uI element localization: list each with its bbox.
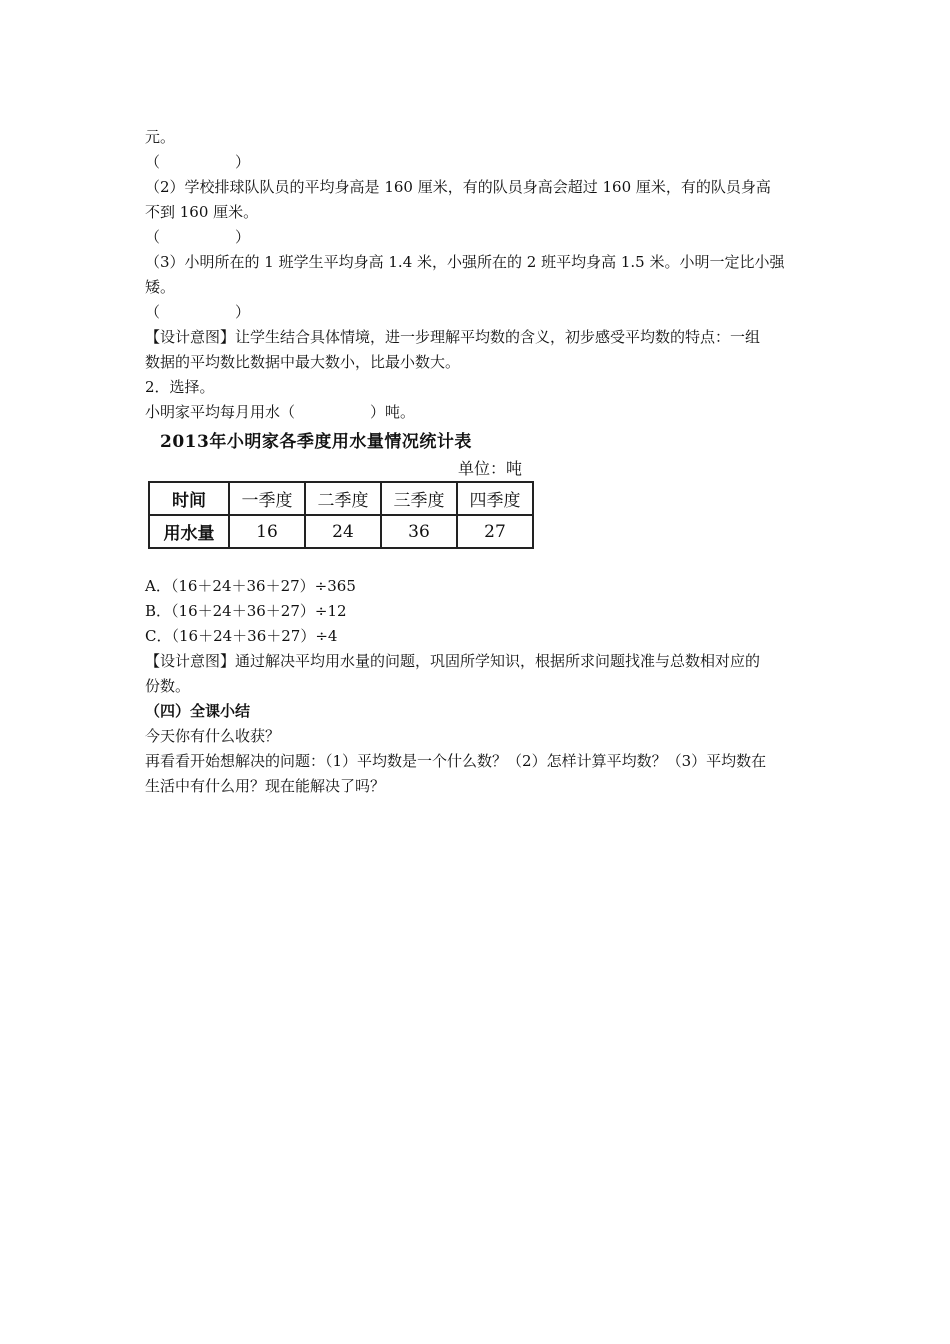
section-heading: （四）全课小结: [145, 702, 251, 720]
table-cell: 16: [229, 515, 305, 548]
table-cell: 27: [457, 515, 533, 548]
table-cell: 24: [305, 515, 381, 548]
table-title: 2013年小明家各季度用水量情况统计表: [160, 432, 472, 452]
text-line: 矮。: [145, 278, 176, 296]
table-header-cell: 时间: [149, 482, 229, 515]
question-text: 小明家平均每月用水（ ）吨。: [145, 403, 416, 421]
table-unit: 单位：吨: [458, 459, 523, 478]
text-line: （3）小明所在的 1 班学生平均身高 1.4 米，小强所在的 2 班平均身高 1.5 米。小明一定比小强: [145, 253, 785, 271]
text-line: 数据的平均数比数据中最大数小，比最小数大。: [145, 353, 461, 371]
option-c: C．（16＋24＋36＋27）÷4: [145, 627, 338, 645]
text-line: 份数。: [145, 677, 191, 695]
table-header-cell: 三季度: [381, 482, 457, 515]
text-line: 元。: [145, 128, 176, 146]
option-b: B．（16＋24＋36＋27）÷12: [145, 602, 347, 620]
text-line: 今天你有什么收获？: [145, 727, 281, 745]
table-cell: 用水量: [149, 515, 229, 548]
text-line: 【设计意图】通过解决平均用水量的问题，巩固所学知识，根据所求问题找准与总数相对应的: [145, 652, 761, 670]
text-line: 生活中有什么用？现在能解决了吗？: [145, 777, 386, 795]
table-header-cell: 四季度: [457, 482, 533, 515]
text-line: 不到 160 厘米。: [145, 203, 259, 221]
option-a: A．（16＋24＋36＋27）÷365: [145, 577, 356, 595]
table-header-row: [149, 482, 533, 515]
answer-blank: （ ）: [145, 303, 251, 321]
text-line: 【设计意图】让学生结合具体情境，进一步理解平均数的含义，初步感受平均数的特点：一组: [145, 328, 761, 346]
table-cell: 36: [381, 515, 457, 548]
answer-blank: （ ）: [145, 153, 251, 171]
question-heading: 2．选择。: [145, 378, 215, 396]
water-usage-table: [148, 481, 534, 549]
table-row: [149, 515, 533, 548]
table-header-cell: 一季度: [229, 482, 305, 515]
table-header-cell: 二季度: [305, 482, 381, 515]
text-line: （2）学校排球队队员的平均身高是 160 厘米，有的队员身高会超过 160 厘米，有的队员身高: [145, 178, 771, 196]
answer-blank: （ ）: [145, 228, 251, 246]
text-line: 再看看开始想解决的问题：（1）平均数是一个什么数？（2）怎样计算平均数？（3）平均数在: [145, 752, 767, 770]
